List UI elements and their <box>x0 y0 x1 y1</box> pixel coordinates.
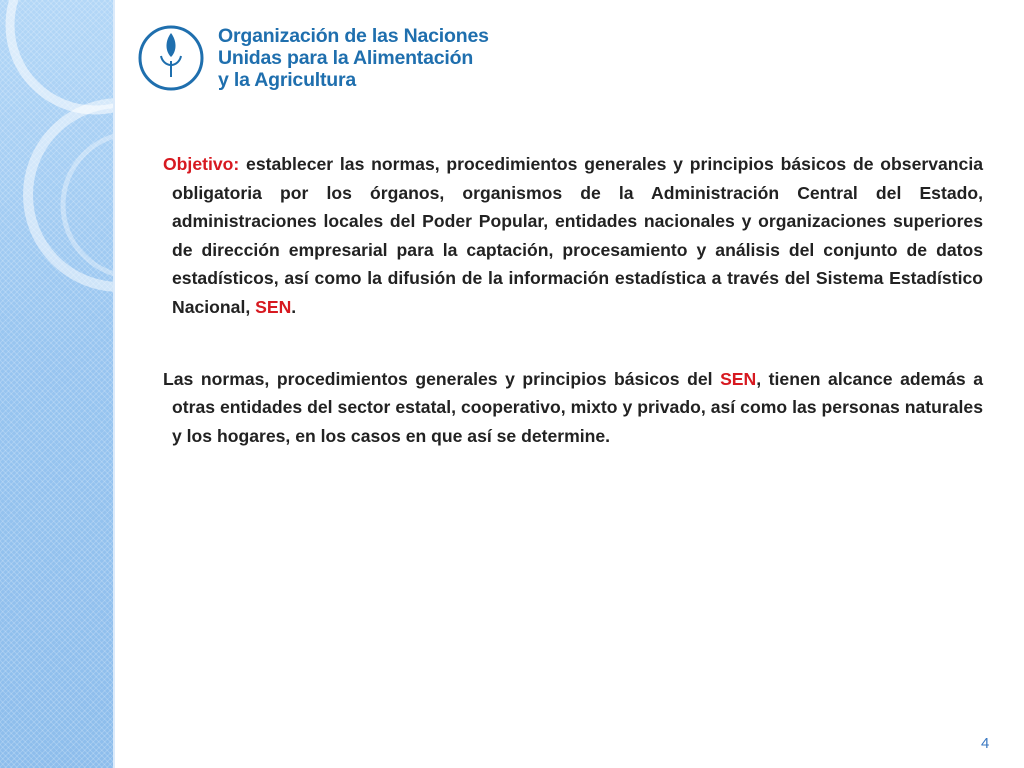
objective-paragraph <box>163 150 983 322</box>
scope-text-after: , tienen alcance además a otras entidades del sector estatal, cooperativo, mixto y privado, así como las personas naturales y los hogares, en los casos en que así se determine. <box>172 368 983 446</box>
fao-emblem-icon <box>138 25 204 91</box>
objective-text: establecer las normas, procedimientos generales y principios básicos de observancia obligatoria por los órganos, organismos de la Administración Central del Estado, administraciones locales del Poder Popular, entidades nacionales y organizaciones superiores de dirección empresarial para la captación, procesamiento y análisis del conjunto de datos estadísticos, así como la difusión de la información estadística a través del Sistema Estadístico Nacional, <box>172 154 983 317</box>
fao-logo <box>138 25 489 91</box>
sen-acronym-2: SEN <box>720 368 757 389</box>
slide-content <box>163 150 983 450</box>
org-name-line-2: Unidas para la Alimentación <box>218 47 474 69</box>
objective-end: . <box>291 296 297 317</box>
scope-paragraph <box>163 365 983 451</box>
org-name-line-3: y la Agricultura <box>218 69 357 91</box>
page-number: 4 <box>981 735 990 752</box>
sidebar-rings-decoration <box>0 0 113 768</box>
sidebar-edge <box>113 0 115 768</box>
sen-acronym-1: SEN <box>255 296 292 317</box>
scope-text-before: Las normas, procedimientos generales y principios básicos del <box>163 368 721 389</box>
org-name-line-1: Organización de las Naciones <box>218 25 489 47</box>
organization-name <box>218 25 489 91</box>
objective-label: Objetivo: <box>163 154 240 174</box>
decorative-sidebar <box>0 0 113 768</box>
